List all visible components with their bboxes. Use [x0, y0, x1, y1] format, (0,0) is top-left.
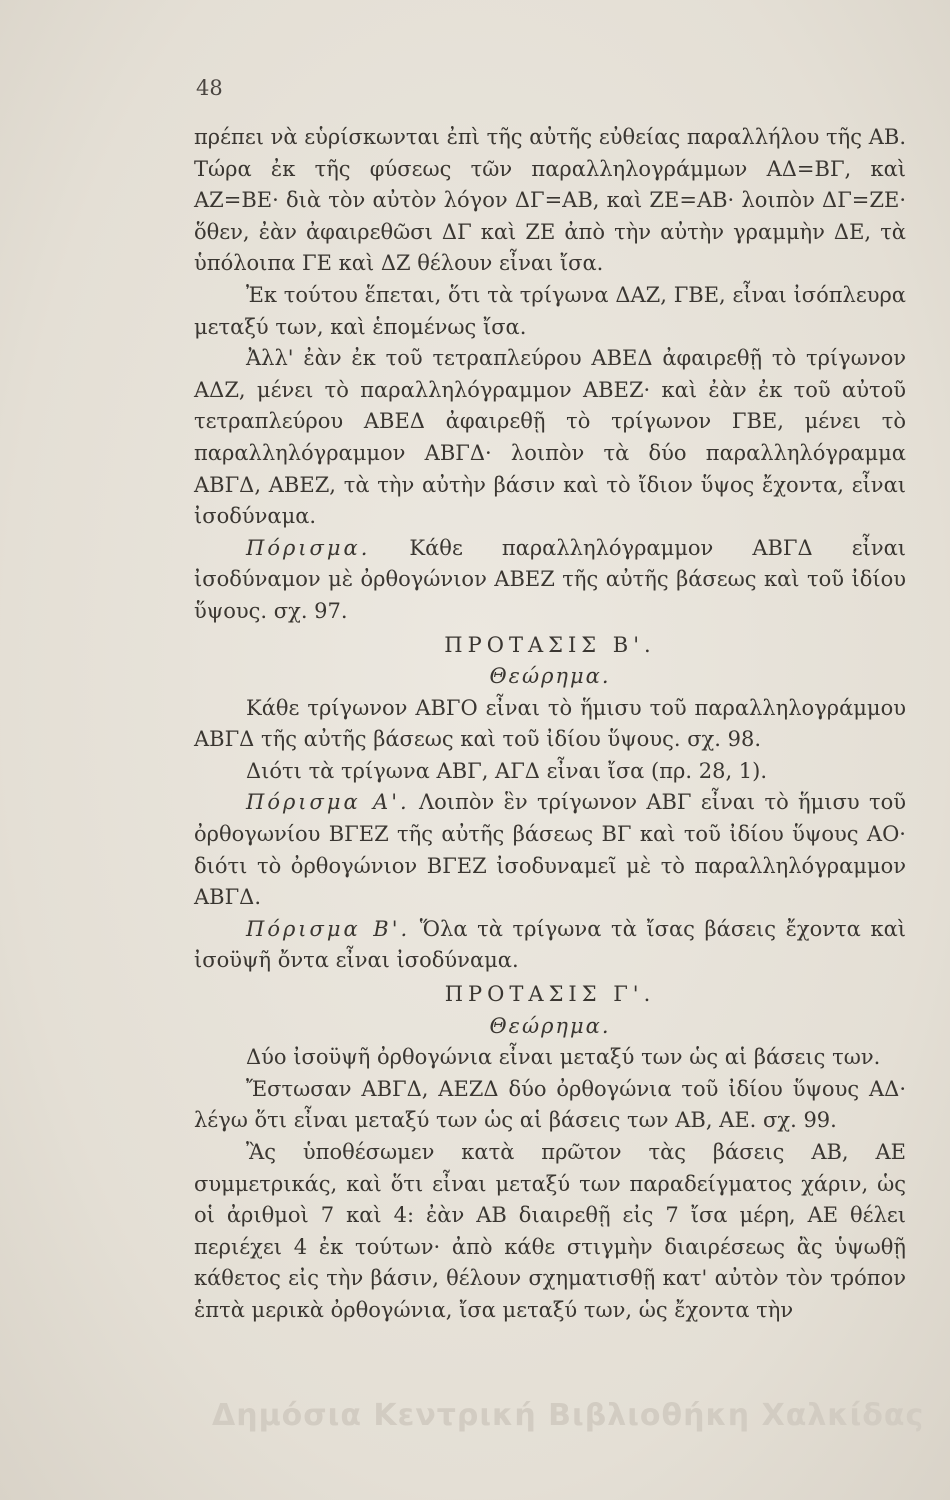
paragraph: πρέπει νὰ εὑρίσκωνται ἐπὶ τῆς αὐτῆς εὐθείας παραλλήλου τῆς ΑΒ. Τώρα ἐκ τῆς φύσεως τῶν παραλληλογράμμων ΑΔ=ΒΓ, καὶ ΑΖ=ΒΕ· διὰ τὸν αὐτὸν λόγον ΔΓ=ΑΒ, καὶ ΖΕ=ΑΒ· λοιπὸν ΔΓ=ΖΕ· ὅθεν, ἐὰν ἀφαιρεθῶσι ΔΓ καὶ ΖΕ ἀπὸ τὴν αὐτὴν γραμμὴν ΔΕ, τὰ ὑπόλοιπα ΓΕ καὶ ΔΖ θέλουν εἶναι ἴσα. — [194, 125, 906, 276]
paragraph: Δύο ἰσοϋψῆ ὀρθογώνια εἶναι μεταξύ των ὡς αἱ βάσεις των. — [246, 1045, 881, 1070]
section-heading: ΠΡΟΤΑΣΙΣ Γ'. — [444, 982, 656, 1007]
paragraph: Ἀλλ' ἐὰν ἐκ τοῦ τετραπλεύρου ΑΒΕΔ ἀφαιρεθῇ τὸ τρίγωνον ΑΔΖ, μένει τὸ παραλληλόγραμμον ΑΒΕΖ· καὶ ἐὰν ἐκ τοῦ αὐτοῦ τετραπλεύρου ΑΒΕΔ ἀφαιρεθῇ τὸ τρίγωνον ΓΒΕ, μένει τὸ παραλληλόγραμμον ΑΒΓΔ· λοιπὸν τὰ δύο παραλληλόγραμμα ΑΒΓΔ, ΑΒΕΖ, τὰ τὴν αὐτὴν βάσιν καὶ τὸ ἴδιον ὕψος ἔχοντα, εἶναι ἰσοδύναμα. — [194, 346, 906, 529]
porisma-text: Ὅλα τὰ τρίγωνα τὰ ἴσας βάσεις ἔχοντα καὶ ἰσοϋψῆ ὄντα εἶναι ἰσοδύναμα. — [194, 916, 906, 973]
page-number: 48 — [196, 76, 223, 100]
porisma-text: Λοιπὸν ἓν τρίγωνον ΑΒΓ εἶναι τὸ ἥμισυ τοῦ ὀρθογωνίου ΒΓΕΖ τῆς αὐτῆς βάσεως ΒΓ καὶ τοῦ ἰδίου ὕψους ΑΟ· διότι τὸ ὀρθογώνιον ΒΓΕΖ ἰσοδυναμεῖ μὲ τὸ παραλληλόγραμμον ΑΒΓΔ. — [194, 790, 906, 910]
paragraph: Ἔστωσαν ΑΒΓΔ, ΑΕΖΔ δύο ὀρθογώνια τοῦ ἰδίου ὕψους ΑΔ· λέγω ὅτι εἶναι μεταξύ των ὡς αἱ βάσεις των ΑΒ, ΑΕ. σχ. 99. — [194, 1076, 906, 1133]
paragraph: Διότι τὰ τρίγωνα ΑΒΓ, ΑΓΔ εἶναι ἴσα (πρ. 28, 1). — [246, 758, 768, 783]
section-heading: ΠΡΟΤΑΣΙΣ Β'. — [444, 632, 656, 657]
porisma-label: Πόρισμα. — [246, 535, 371, 560]
section-subheading: Θεώρημα. — [489, 1013, 611, 1038]
porisma-label: Πόρισμα Α'. — [246, 790, 410, 815]
porisma-paragraph — [194, 914, 906, 977]
library-watermark: Δημόσια Κεντρική Βιβλιοθήκη Χαλκίδας — [212, 1398, 925, 1433]
page-text — [194, 122, 906, 1327]
porisma-paragraph — [194, 787, 906, 913]
paragraph: Ἐκ τούτου ἕπεται, ὅτι τὰ τρίγωνα ΔΑΖ, ΓΒΕ, εἶναι ἰσόπλευρα μεταξύ των, καὶ ἑπομένως ἴσα. — [194, 282, 906, 339]
paragraph: Κάθε τρίγωνον ΑΒΓΟ εἶναι τὸ ἥμισυ τοῦ παραλληλογράμμου ΑΒΓΔ τῆς αὐτῆς βάσεως καὶ τοῦ ἰδίου ὕψους. σχ. 98. — [194, 695, 906, 752]
porisma-label: Πόρισμα Β'. — [246, 916, 411, 941]
porisma-paragraph — [194, 533, 906, 628]
paragraph: Ἂς ὑποθέσωμεν κατὰ πρῶτον τὰς βάσεις ΑΒ, ΑΕ συμμετρικάς, καὶ ὅτι εἶναι μεταξύ των παραδείγματος χάριν, ὡς οἱ ἀριθμοὶ 7 καὶ 4: ἐὰν ΑΒ διαιρεθῇ εἰς 7 ἴσα μέρη, ΑΕ θέλει περιέχει 4 ἐκ τούτων· ἀπὸ κάθε στιγμὴν διαιρέσεως ἂς ὑψωθῇ κάθετος εἰς τὴν βάσιν, θέλουν σχηματισθῇ κατ' αὐτὸν τὸν τρόπον ἑπτὰ μερικὰ ὀρθογώνια, ἴσα μεταξύ των, ὡς ἔχοντα τὴν — [194, 1140, 906, 1322]
porisma-text: Κάθε παραλληλόγραμμον ΑΒΓΔ εἶναι ἰσοδύναμον μὲ ὀρθογώνιον ΑΒΕΖ τῆς αὐτῆς βάσεως καὶ τοῦ ἰδίου ὕψους. σχ. 97. — [194, 535, 906, 623]
section-subheading: Θεώρημα. — [489, 664, 611, 689]
